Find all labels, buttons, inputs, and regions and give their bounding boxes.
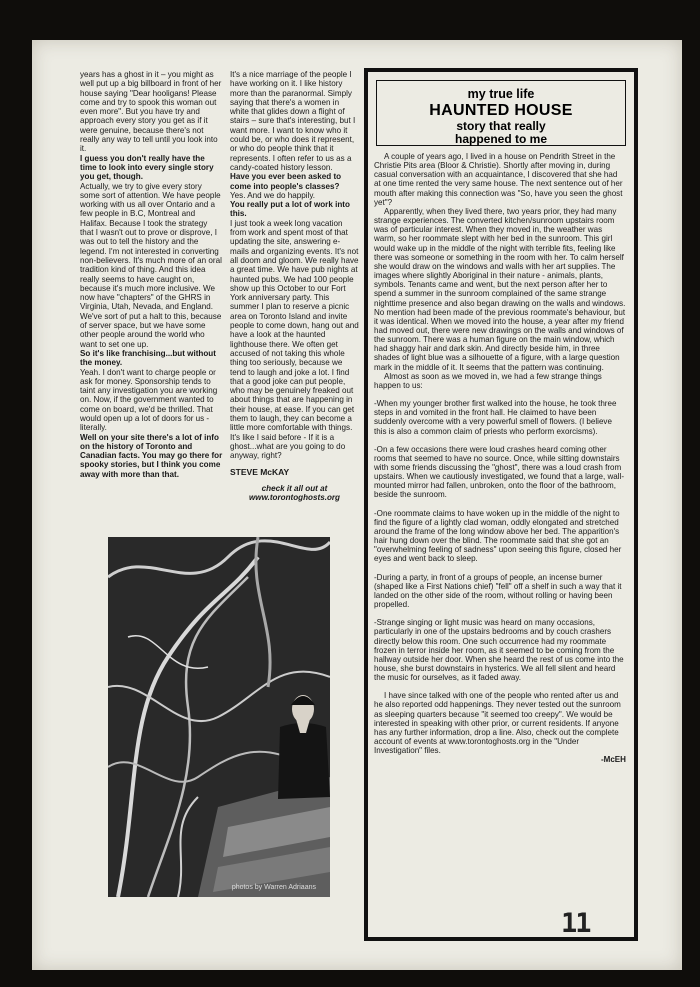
story-para-6: -During a party, in front of a groups of people, an incense burner (shaped like a First Nations chief) "fell" off a shelf in such a way that it landed on the other side of the room, without rolling or having been propelled. xyxy=(374,572,622,610)
story-para-2: Almost as soon as we moved in, we had a few strange things happen to us: xyxy=(374,371,602,390)
middle-column xyxy=(230,70,359,502)
sidebar-kicker: my true life xyxy=(467,87,535,101)
sidebar-header xyxy=(376,80,626,146)
page-number: 11 xyxy=(561,908,590,939)
story-para-0: A couple of years ago, I lived in a house on Pendrith Street in the Christie Pits area (Bloor & Christie). Shortly after moving in, during casual conversation with an acquaintance, I discovered that she had at one time rented the very same house. The next sentence out of her mouth after making this connection was "So, have you seen the ghost yet"? xyxy=(374,152,623,207)
col1-para-1: Actually, we try to give every story some sort of attention. We have people working with us all over Ontario and a few people in B.C, Montreal and Halifax. Because I took the strategy that I wasn't out to prove or disprove, I was out to tell the history and the legend. I'm not interested in converting non-believers. It's much more of an oral tradition kind of thing. And this idea really seems to have caught on, because it's much more inclusive. We now have "chapters" of the GHRS in Virginia, Utah, Nevada, and England. We've sort of put a halt to this, because of server space, but we have some other people around the world who want to set one up. xyxy=(80,181,222,349)
col2-para-2: I just took a week long vacation from work and spent most of that updating the site, answering e-mails and organizing events. It's not all doom and gloom. We really have a great time. We have pub nights at haunted pubs. We had 100 people show up this October to our Fort York anniversary party. This summer I plan to reserve a picnic area on Toronto Island and invite people to come down, hang out and have a look at the haunted lighthouse there. We often get accused of not taking this whole thing too seriously, because we tend to laugh and joke a lot. I find that a good joke can put people, who may be genuinely freaked out about things that are happening in their house, at ease. If you can get them to laugh, they can become a little more comfortable with things. It's like I said before - If it is a ghost...what are you going to do anyway, right? xyxy=(230,218,359,461)
col1-para-2: Yeah. I don't want to charge people or ask for money. Sponsorship tends to taint any investigation you are working on. Now, if the government wanted to come on board, we'd be thrilled. That would open up a lot of doors for us - literally. xyxy=(80,367,218,433)
story-para-7: -Strange singing or light music was heard on many occasions, particularly in one of the upstairs bedrooms and by couch crashers directly below this room. One such occurrence had my roommate frozen in terror inside her room, as it seemed to be coming from the hallway outside her door. When she heard the rest of us come into the house, she burst downstairs in hysterics. We all fell silent and heard the music for ourselves, as it faded away. xyxy=(374,618,624,683)
checkout-text: check it all out at xyxy=(261,483,328,493)
left-column xyxy=(80,70,223,479)
sidebar-story xyxy=(374,152,626,765)
story-para-1: Apparently, when they lived there, two years prior, they had many strange experiences. The converted kitchen/sunroom upstairs room was of particular interest. When they moved in, the weather was warm, so her roommate slept with her bed in the sunroom. This girl would wake up in the middle of the night with terrible fits, feeling like there was someone or something in the room with her. To calm herself she would draw on the windows and walls with her art supplies. The images where slightly Aboriginal in their nature - animals, plants, symbols. Tenants came and went, but the next person after her to spend a summer in the sunroom complained of the same strange nighttime presence and also began drawing on the walls and windows. No mention had been made of the previous roommate's behaviour, but it was identical. When we moved into the house, a year after my friend had moved out, there were new drawings on the walls and windows of the sunroom. There was a human figure on the main window, which had shaggy hair and dark skin. And directly beside him, in three shades of light blue was a silhouette of a figure, with a large question mark in the middle of it. It seems that the pattern was continuing. xyxy=(374,206,626,372)
photo-illustration xyxy=(108,537,330,897)
story-para-4: -On a few occasions there were loud crashes heard coming other rooms that seemed to have no source. Once, while sitting downstairs with some friends discussing the "ghost", there was a loud crash from upstairs. When we cautiously investigated, we found that a large, wall-mounted mirror had fallen, unbroken, onto the floor of the bathroom, beside the sunroom. xyxy=(374,444,625,500)
col2-para-1: Yes. And we do happily. xyxy=(230,190,316,200)
story-para-3: -When my younger brother first walked into the house, he took three steps in and vomited in the front hall. He claimed to have been suddenly overcome with a very powerful smell of flowers. (I believe this is also a common claim of priests who perform exorcisms). xyxy=(374,399,617,436)
checkout-line xyxy=(230,484,359,503)
story-para-8: I have since talked with one of the people who rented after us and he also reported odd happenings. They never tested out the sunroom as sleeping quarters because "it seemed too creepy". We would be interested in speaking with other prior, or current residents. If anyone has any further information, drop a line. Also, check out the complete account of events at www.torontoghosts.org in the "Under Investigation" files. xyxy=(374,691,621,756)
col1-para-0: years has a ghost in it – you might as well put up a big billboard in front of her house saying "Dear hooligans! Please come and try to spook this woman out even more". But you have try and approach every story you get as if it were genuine, because there's not really any way to tell until you look into it. xyxy=(80,70,222,154)
magazine-page xyxy=(32,40,682,970)
col2-para-0: It's a nice marriage of the people I have working on it. I like history more than the paranormal. Simply saying that there's a women in white that glides down a flight of stairs – sure that's interesting, but I want more. I want to know who it could be, or who does it represent, or who do people think that it represents. I often refer to us as a candy-coated history lesson. xyxy=(230,70,356,172)
story-signoff: -McEH xyxy=(600,755,626,765)
story-para-5: -One roommate claims to have woken up in the middle of the night to find the figure of a lightly clad woman, oddly elongated and stretched around the frame of the long window above her bed. The apparition's hair hung down over the blind. The roommate said that she got an "overwhelming feeling of sadness" upon seeing this figure, closed her eyes and went back to sleep. xyxy=(374,508,622,564)
col1-question-1: So it's like franchising...but without the money. xyxy=(80,348,216,368)
haunted-photo xyxy=(108,537,330,897)
col1-question-2: Well on your site there's a lot of info on the history of Toronto and Canadian facts. You may go there for spooky stories, but I think you come away with more than that. xyxy=(80,432,223,479)
author-signature: STEVE McKAY xyxy=(230,467,290,478)
website-url: www.torontoghosts.org xyxy=(249,493,340,503)
sidebar-subhead-2: happened to me xyxy=(454,132,547,146)
col2-question-0: Have you ever been asked to come into people's classes? xyxy=(230,172,342,191)
photo-credit: photos by Warren Adriaans xyxy=(231,884,316,891)
sidebar-subhead-1: story that really xyxy=(456,119,546,133)
col1-question-0: I guess you don't really have the time to look into every single story you get, though. xyxy=(80,153,214,182)
haunted-house-sidebar xyxy=(364,68,638,941)
sidebar-headline: HAUNTED HOUSE xyxy=(429,102,573,119)
col2-question-1: You really put a lot of work into this. xyxy=(230,200,350,219)
